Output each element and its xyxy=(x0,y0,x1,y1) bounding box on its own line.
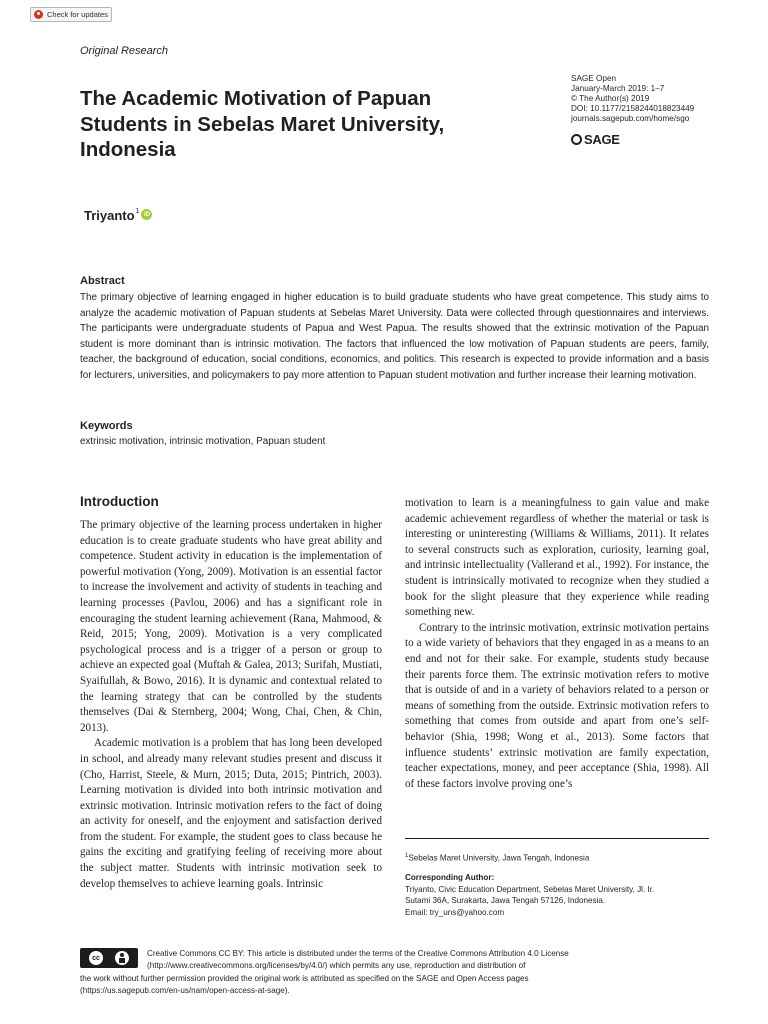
doi[interactable]: DOI: 10.1177/2158244018823449 xyxy=(571,104,695,113)
author-affiliation-marker: 1 xyxy=(135,208,140,215)
affiliation-footnote xyxy=(405,851,709,864)
body-column-right xyxy=(405,496,709,792)
journal-url[interactable]: journals.sagepub.com/home/sgo xyxy=(571,114,690,123)
body-paragraph: Contrary to the intrinsic motivation, extrinsic motivation pertains to a wide variety of behaviors that they engaged in as a means to an end and not for their sake. For example, students study because their parents force them. The extrinsic motivation refers to motive that is outside of and in a variety of behaviors related to a person or means of something from the outside. Extrinsic motivation refers to something that comes from outside and apart from one’s self-behavior (Shia, 1998; Wong et al., 2013). Some factors that influence students’ extrinsic motivation are family expectation, teacher expectations, money, and peer acceptance (Shia, 1998). All of these factors involve proving one’s xyxy=(405,621,709,790)
introduction-heading: Introduction xyxy=(80,494,159,509)
corresponding-author-email[interactable]: Email: try_uns@yahoo.com xyxy=(405,907,505,917)
body-paragraph: Academic motivation is a problem that has long been developed in school, and already many relevant studies present and discuss it (Cho, Harrist, Steele, & Murn, 2015; Duta, 2015; Pintrich, 2003). Learning motivation is divided into both intrinsic motivation and extrinsic motivation. Intrinsic motivation refers to the fact of doing an activity for oneself, and the enjoyment and satisfaction derived from the student. For example, the student goes to class because he gains the exciting and gratifying feeling of receiving more about the subject matter. Students with intrinsic motivation seek to develop themselves to achieve learning goals. Intrinsic xyxy=(80,737,382,890)
corresponding-author-heading: Corresponding Author: xyxy=(405,873,495,883)
license-line[interactable]: (http://www.creativecommons.org/licenses/by/4.0/) which permits any use, reproduction and distribution of xyxy=(147,961,526,971)
section-label: Original Research xyxy=(80,45,169,57)
update-check-icon xyxy=(34,10,43,19)
attribution-icon xyxy=(115,951,129,965)
affiliation-text: Sebelas Maret University, Jawa Tengah, Indonesia xyxy=(408,853,590,863)
sage-logo-text: SAGE xyxy=(584,132,620,147)
cc-by-badge[interactable] xyxy=(80,948,138,968)
license-line: Creative Commons CC BY: This article is distributed under the terms of the Creative Commons Attribution 4.0 License xyxy=(147,949,569,958)
footnotes xyxy=(405,851,709,918)
sage-logo-icon xyxy=(571,134,582,145)
sage-logo xyxy=(571,132,620,147)
body-paragraph: motivation to learn is a meaningfulness to gain value and make academic achievement regardless of whether the material or task is interesting or uninteresting (Williams & Williams, 2011). It relates to several constructs such as exploration, curiosity, learning goal, and intrinsic intellectuality (Vallerand et al., 1992). For instance, the student is intrinsically motivated to recognize when they studied a book for the slight pleasure that they experience while reading something new. xyxy=(405,497,709,619)
journal-meta xyxy=(571,74,694,124)
journal-name: SAGE Open xyxy=(571,74,617,83)
keywords-text: extrinsic motivation, intrinsic motivation, Papuan student xyxy=(80,436,326,447)
orcid-icon[interactable]: iD xyxy=(141,209,152,220)
license-line: the work without further permission provided the original work is attributed as specified on the SAGE and Open Access pages xyxy=(80,973,529,983)
check-for-updates-label: Check for updates xyxy=(47,10,108,19)
license-line[interactable]: (https://us.sagepub.com/en-us/nam/open-access-at-sage). xyxy=(80,985,290,995)
journal-issue: January-March 2019: 1–7 xyxy=(571,84,665,93)
footnote-divider xyxy=(405,838,709,839)
author-line xyxy=(84,208,152,223)
body-column-left xyxy=(80,518,382,892)
copyright: © The Author(s) 2019 xyxy=(571,94,650,103)
license-notice xyxy=(80,948,710,997)
corresponding-author-line: Triyanto, Civic Education Department, Sebelas Maret University, Jl. Ir. xyxy=(405,884,655,894)
body-paragraph: The primary objective of the learning process undertaken in higher education is to create graduate students who have great ability and competence. Student activity in education is the implementation of powerful motivation (Yong, 2009). Motivation is an essential factor to increase the involvement and activity of students in teaching and learning processes (Pavlou, 2006) and has a significant role in encouraging the student learning achievement (Rana, Mahmood, & Reid, 2015; Yong, 2009). Motivation is a very complicated psychological process and is a trigger of a person or group to achieve an expected goal (Muftah & Galea, 2013; Surifah, Mustiati, Syaifullah, & Bowo, 2016). It is dynamic and contextual related to the learning strategy that can be controlled by the students themselves (Dai & Sternberg, 2004; Wong, Chai, Chen, & Chin, 2013). xyxy=(80,519,382,734)
creative-commons-icon: cc xyxy=(89,951,103,965)
article-title: The Academic Motivation of Papuan Students in Sebelas Maret University, Indonesia xyxy=(80,87,445,161)
keywords-heading: Keywords xyxy=(80,420,133,432)
abstract-heading: Abstract xyxy=(80,275,125,287)
author-name: Triyanto xyxy=(84,208,135,223)
affiliation-marker: 1 xyxy=(405,853,409,859)
check-for-updates-badge[interactable] xyxy=(30,7,112,22)
corresponding-author-line: Sutami 36A, Surakarta, Jawa Tengah 57126, Indonesia. xyxy=(405,896,606,906)
abstract-text: The primary objective of learning engaged in higher education is to build graduate students who have great competence. This study aims to analyze the academic motivation of Papuan students at Sebelas Maret University. Data were collected through questionnaires and interviews. The participants were undergraduate students of Papua and West Papua. The results showed that the extrinsic motivation of the Papuan student is more dominant than is intrinsic motivation. The factors that influenced the low motivation of Papuan students are peers, family, teacher, the background of education, social conditions, economics, and politics. This research is expected to provide information and a basis for lecturers, universities, and policymakers to pay more attention to Papuan student motivation and further increase their learning motivation. xyxy=(80,292,709,381)
